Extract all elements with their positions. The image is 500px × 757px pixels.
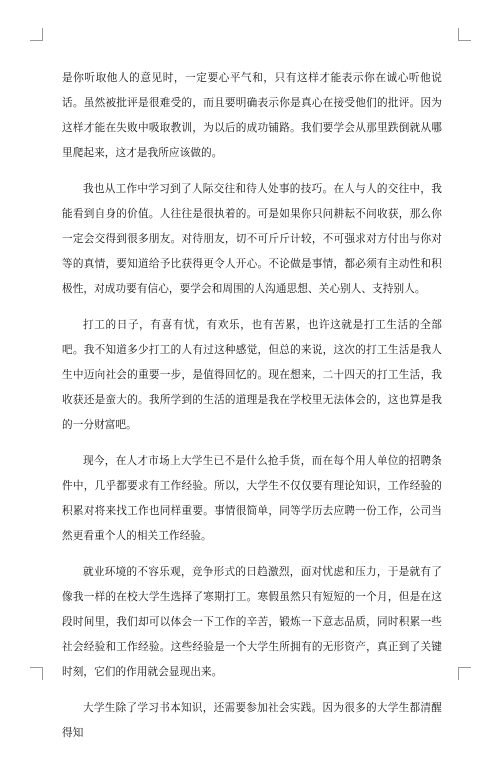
paragraph: 是你听取他人的意见时，一定要心平气和，只有这样才能表示你在诚心听他说话。虽然被批评是很难受的，而且要明确表示你是真心在接受他们的批评。因为这样才能在失败中吸取教训，为以后的成功铺路。我们要学会从那里跌倒就从哪里爬起来，这才是我所应该做的。 (62, 72, 442, 159)
crop-mark-bottom-right (458, 667, 471, 680)
crop-mark-top-right (458, 28, 471, 41)
document-body (62, 66, 442, 757)
paragraph: 现今，在人才市场上大学生已不是什么抢手货，而在每个用人单位的招聘条件中，几乎都要求有工作经验。所以，大学生不仅仅要有理论知识，工作经验的积累对将来找工作也同样重要。事情很简单，同等学历去应聘一份工作，公司当然更看重个人的相关工作经验。 (62, 455, 442, 542)
crop-mark-bottom-left (30, 667, 43, 680)
crop-mark-top-left (30, 28, 43, 41)
paragraph: 大学生除了学习书本知识，还需要参加社会实践。因为很多的大学生都清醒得知 (62, 702, 442, 739)
paragraph: 我也从工作中学习到了人际交往和待人处事的技巧。在人与人的交往中，我能看到自身的价值。人往往是很执着的。可是如果你只问耕耘不问收获，那么你一定会交得到很多朋友。对待朋友，切不可斤斤计较，不可强求对方付出与你对等的真情，要知道给予比获得更令人开心。不论做是事情，都必须有主动性和积极性，对成功要有信心，要学会和周围的人沟通思想、关心别人、支持别人。 (62, 183, 442, 295)
paragraph: 就业环境的不容乐观，竞争形式的日趋激烈，面对忧虑和压力，于是就有了像我一样的在校大学生选择了寒期打工。寒假虽然只有短短的一个月，但是在这段时间里，我们却可以体会一下工作的辛苦，锻炼一下意志品质，同时积累一些社会经验和工作经验。这些经验是一个大学生所拥有的无形资产，真正到了关键时刻，它们的作用就会显现出来。 (62, 566, 442, 678)
paragraph: 打工的日子，有喜有忧，有欢乐，也有苦累，也许这就是打工生活的全部吧。我不知道多少打工的人有过这种感觉，但总的来说，这次的打工生活是我人生中迈向社会的重要一步，是值得回忆的。现在想来，二十四天的打工生活，我收获还是蛮大的。我所学到的生活的道理是我在学校里无法体会的，这也算是我的一分财富吧。 (62, 319, 442, 431)
